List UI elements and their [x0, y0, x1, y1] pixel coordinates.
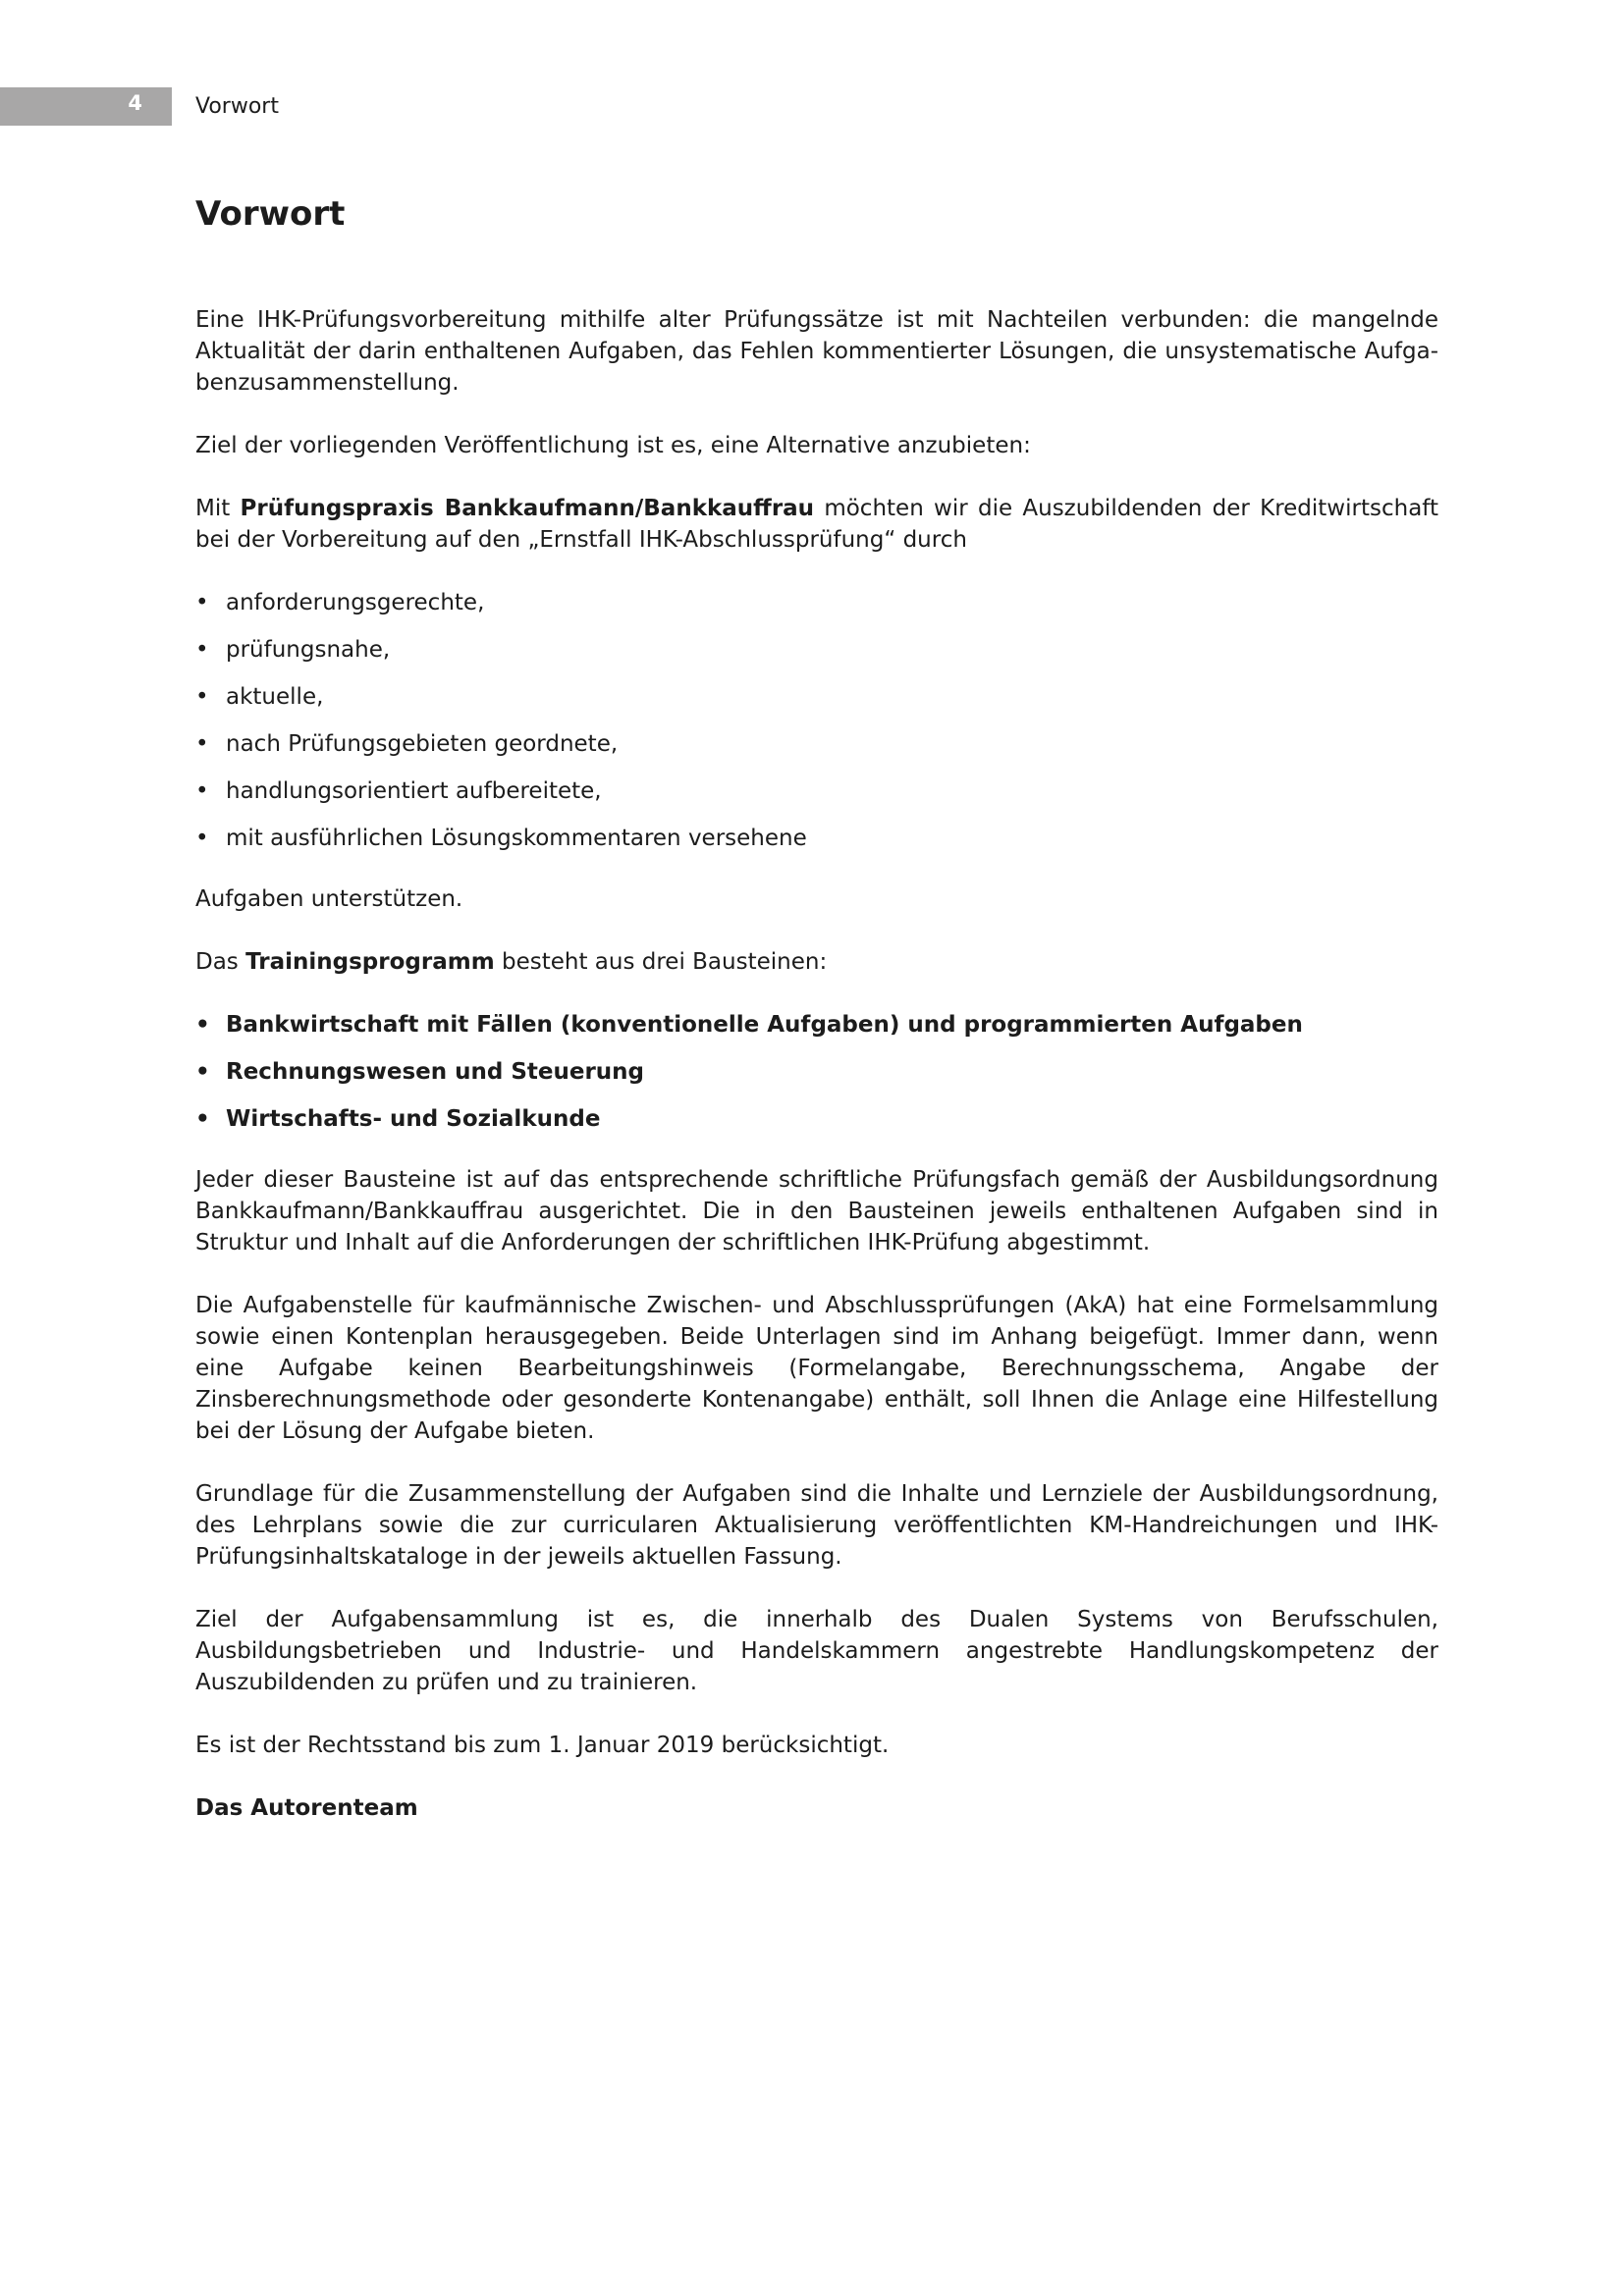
list-item: • Rechnungswesen und Steuerung: [195, 1056, 1438, 1088]
list-item: • aktuelle,: [195, 681, 1438, 713]
running-header: Vorwort: [195, 94, 279, 119]
list-item: • Wirtschafts- und Sozialkunde: [195, 1103, 1438, 1135]
mit-suffix: möchten wir die Auszubildenden der Kreditwirtschaft bei der Vorbereitung auf den „Ernstfall IHK-Abschlussprüfung“ durch: [195, 496, 1438, 553]
body-paragraph: Grundlage für die Zusammenstellung der Aufgaben sind die Inhalte und Lernziele der Ausbildungsordnung, des Lehrplans sowie die zur curricularen Aktualisierung veröffentlichten KM-Handreichungen und IHK-Prüfungsinhaltskataloge in der jeweils aktuellen Fassung.: [195, 1481, 1438, 1570]
page-number: 4: [128, 91, 142, 115]
list-item: • prüfungsnahe,: [195, 634, 1438, 666]
training-prefix: Das: [195, 949, 246, 975]
list-item: • mit ausführlichen Lösungskommentaren versehene: [195, 823, 1438, 854]
feature-list: [195, 587, 1438, 854]
list-item: • anforderungsgerechte,: [195, 587, 1438, 618]
signature: Das Autorenteam: [195, 1795, 418, 1821]
body-paragraph: Ziel der Aufgabensammlung ist es, die innerhalb des Dualen Systems von Berufsschulen, Ausbildungsbetrieben und Industrie- und Handelskammern angestrebte Handlungskompetenz der Auszubildenden zu prüfen und zu trainieren.: [195, 1607, 1438, 1695]
training-paragraph: [195, 946, 1438, 978]
module-list: [195, 1009, 1438, 1135]
training-term: Trainingsprogramm: [245, 949, 495, 975]
list-item: • handlungsorientiert aufbereitete,: [195, 775, 1438, 807]
training-suffix: besteht aus drei Bausteinen:: [494, 949, 828, 975]
mit-paragraph: [195, 493, 1438, 556]
book-title: Prüfungspraxis Bankkaufmann/Bankkauffrau: [240, 496, 815, 521]
list-item: • Bankwirtschaft mit Fällen (konventionelle Aufgaben) und programmierten Aufgaben: [195, 1009, 1438, 1041]
goal-paragraph: Ziel der vorliegenden Veröffentlichung ist es, eine Alternative anzubieten:: [195, 433, 1031, 458]
page-title: Vorwort: [195, 194, 346, 234]
body-paragraph: Es ist der Rechtsstand bis zum 1. Januar 2019 berücksichtigt.: [195, 1733, 890, 1758]
mit-prefix: Mit: [195, 496, 241, 521]
page-number-tab: [0, 87, 172, 126]
body-paragraph: Die Aufgabenstelle für kaufmännische Zwischen- und Abschlussprüfungen (AkA) hat eine Formelsammlung sowie einen Kontenplan herausgegeben. Beide Unterlagen sind im Anhang beigefügt. Immer dann, wenn eine Aufgabe keinen Bearbeitungshinweis (Formelangabe, Berechnungsschema, Angabe der Zinsberechnungsmethode oder gesonderte Kontenangabe) enthält, soll Ihnen die Anlage eine Hilfestellung bei der Lösung der Aufgabe bieten.: [195, 1293, 1438, 1444]
list-item: • nach Prüfungsgebieten geordnete,: [195, 728, 1438, 760]
body-paragraph: Jeder dieser Bausteine ist auf das entsprechende schriftliche Prüfungsfach gemäß der Ausbildungsordnung Bankkaufmann/Bankkauffrau ausgerichtet. Die in den Bausteinen jeweils enthaltenen Aufgaben sind in Struktur und Inhalt auf die Anforderungen der schriftlichen IHK-Prüfung abgestimmt.: [195, 1167, 1438, 1255]
document-body: [195, 192, 1438, 1855]
intro-paragraph: Eine IHK-Prüfungsvorbereitung mithilfe alter Prüfungssätze ist mit Nachteilen verbunden: die mangelnde Aktualität der darin enthaltenen Aufgaben, das Fehlen kommentierter Lösungen, die unsystematische Aufgabenzusammenstellung.: [195, 307, 1438, 396]
support-paragraph: Aufgaben unterstützen.: [195, 886, 463, 912]
